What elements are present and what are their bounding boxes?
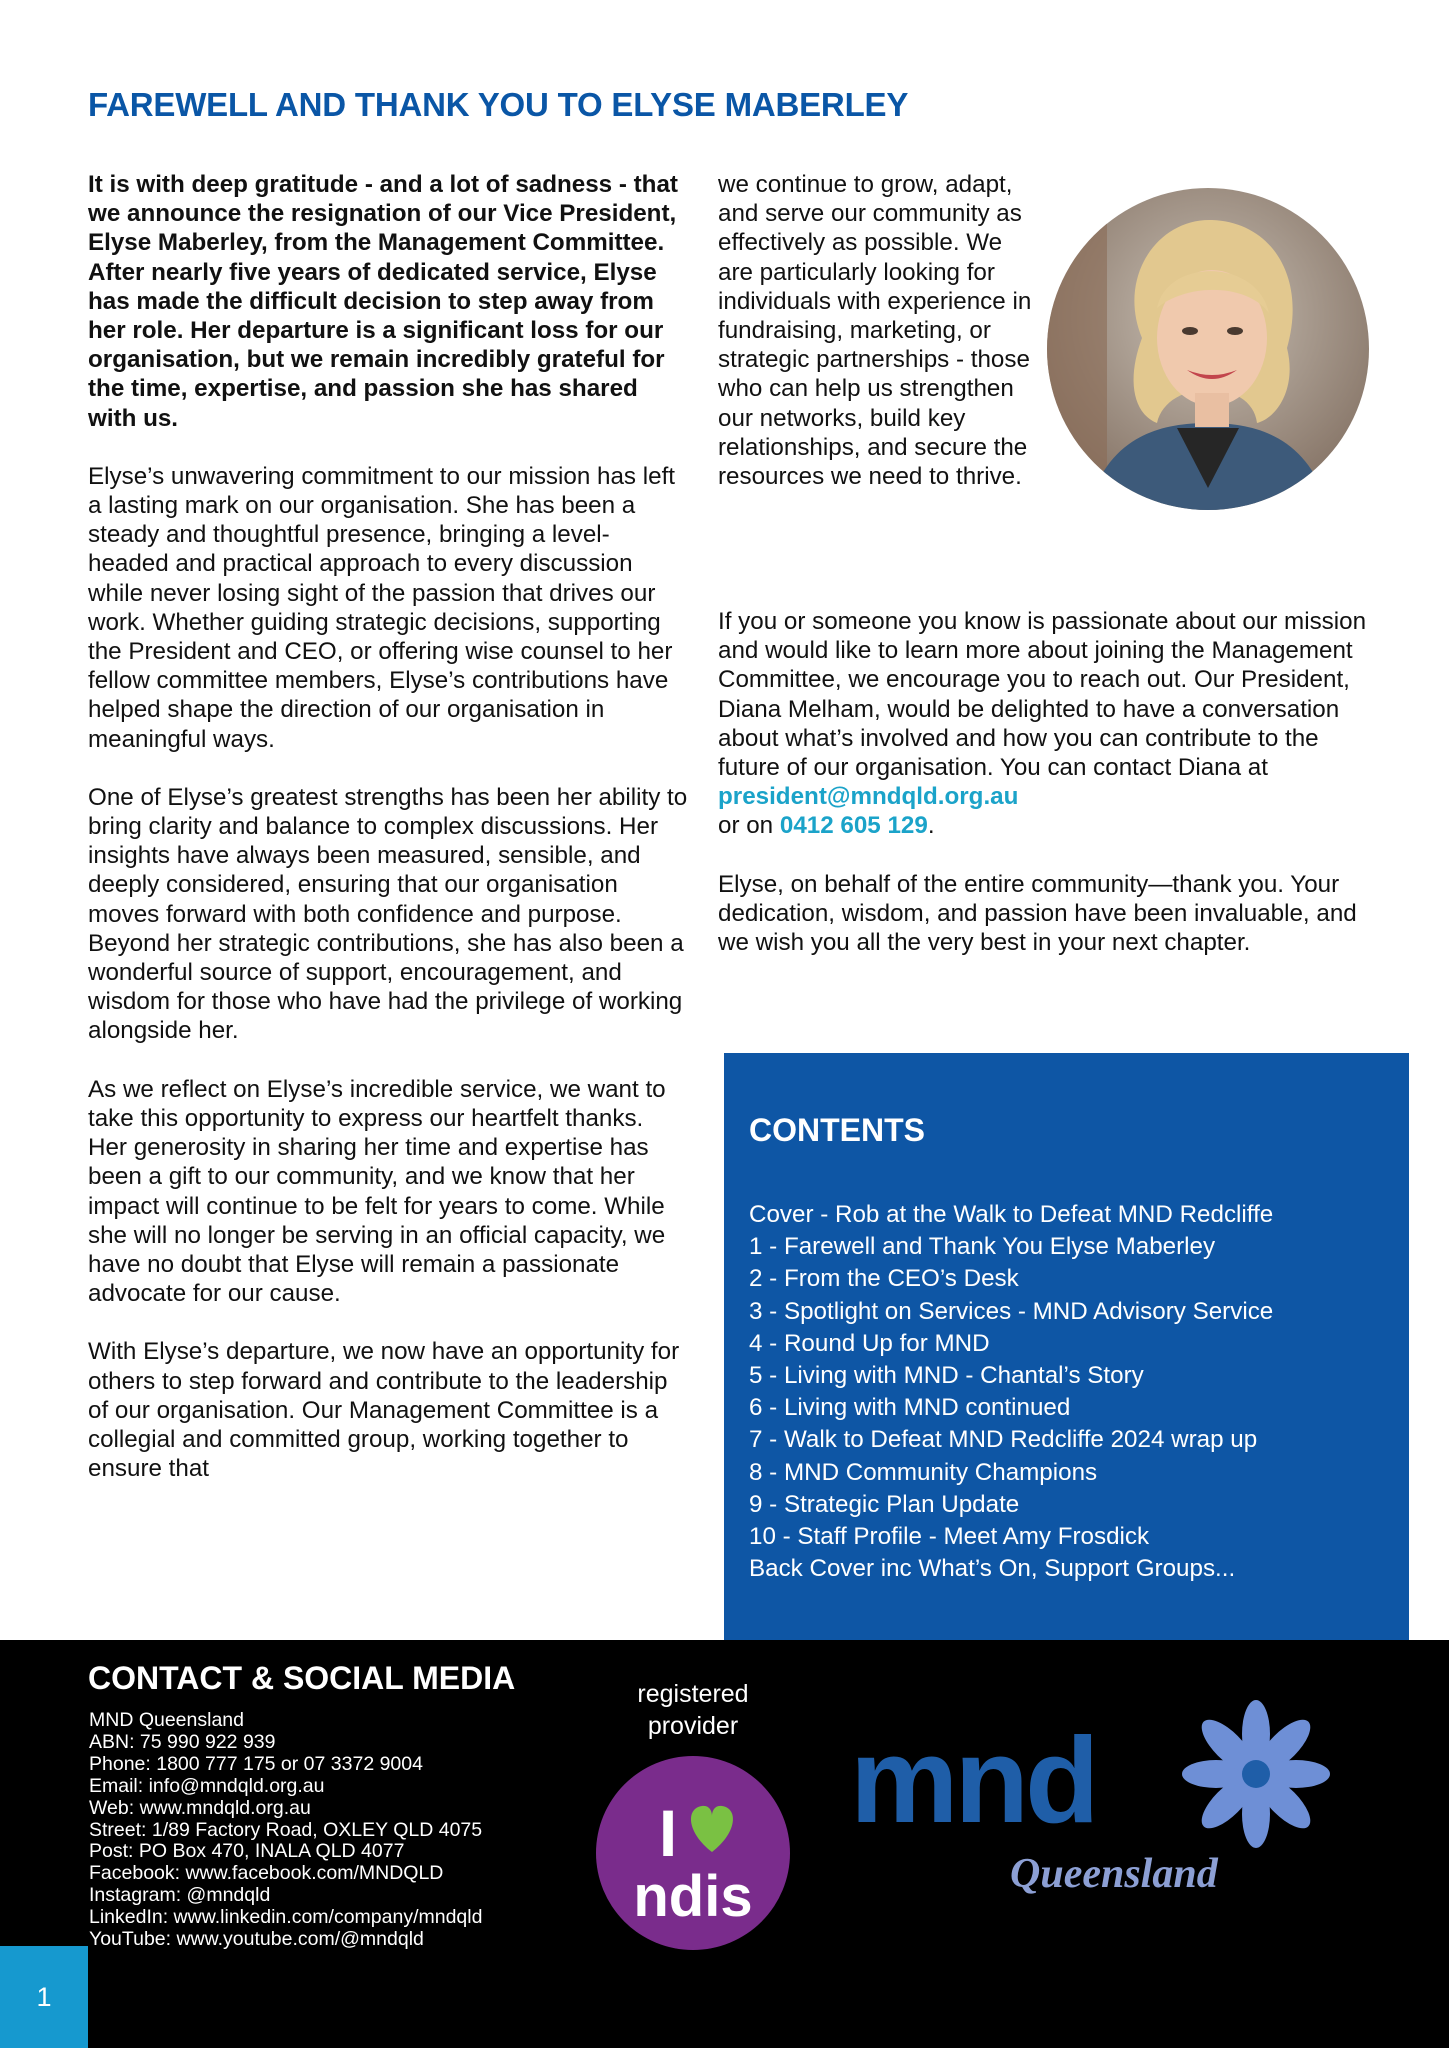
contents-item: 3 - Spotlight on Services - MND Advisory Service — [749, 1297, 1274, 1325]
article-right-column — [718, 607, 1368, 986]
contact-instagram[interactable]: Instagram: @mndqld — [89, 1884, 271, 1907]
contact-facebook[interactable]: Facebook: www.facebook.com/MNDQLD — [89, 1862, 444, 1885]
article-title: FAREWELL AND THANK YOU TO ELYSE MABERLEY — [88, 86, 909, 123]
contact-phone: Phone: 1800 777 175 or 07 3372 9004 — [89, 1752, 423, 1775]
lead-paragraph: It is with deep gratitude - and a lot of sadness - that we announce the resignation of our Vice President, Elyse Maberley, from the Management Committee. After nearly five years of dedicated service, Elyse has made the difficult decision to step away from her role. Her departure is a significant loss for our organisation, but we remain incredibly grateful for the time, expertise, and passion she has shared with us. — [88, 171, 678, 432]
flower-icon — [1182, 1700, 1330, 1848]
contact-org-name: MND Queensland — [89, 1709, 244, 1731]
contents-item: Cover - Rob at the Walk to Defeat MND Redcliffe — [749, 1201, 1274, 1228]
contact-post: Post: PO Box 470, INALA QLD 4077 — [89, 1840, 405, 1863]
contents-item: 2 - From the CEO’s Desk — [749, 1265, 1019, 1293]
contact-linkedin[interactable]: LinkedIn: www.linkedin.com/company/mndqld — [89, 1906, 483, 1929]
contents-list — [749, 1199, 1273, 1585]
registered-provider-label — [586, 1678, 800, 1742]
paragraph-5: we continue to grow, adapt, and serve our community as effectively as possible. We are particularly looking for individuals with experience in fundraising, marketing, or strategic partnerships - those who can help us strengthen our networks, build key relationships, and secure the resources we need to thrive. — [718, 171, 1032, 491]
contents-heading: CONTENTS — [749, 1112, 925, 1148]
or-on-text: or on — [718, 812, 774, 840]
footer — [0, 1640, 1449, 2048]
paragraph-7: Elyse, on behalf of the entire community—thank you. Your dedication, wisdom, and passion have been invaluable, and we wish you all the very best in your next chapter. — [718, 870, 1357, 957]
registered-text: registered — [637, 1680, 749, 1708]
contact-youtube[interactable]: YouTube: www.youtube.com/@mndqld — [89, 1928, 424, 1951]
paragraph-6-text: If you or someone you know is passionate about our mission and would like to learn more about joining the Management Committee, we encourage you to reach out. Our President, Diana Melham, would be delighted to have a conversation about what’s involved and how you can contribute to the future of our organisation. You can contact Diana at — [718, 608, 1367, 782]
contents-box — [724, 1053, 1409, 1641]
contents-item: 5 - Living with MND - Chantal’s Story — [749, 1362, 1144, 1390]
contents-item: 4 - Round Up for MND — [749, 1329, 990, 1357]
contact-web[interactable]: Web: www.mndqld.org.au — [89, 1796, 311, 1819]
paragraph-1: Elyse’s unwavering commitment to our mission has left a lasting mark on our organisation. She has been a steady and thoughtful presence, bringing a level-headed and practical approach to every discussion while never losing sight of the passion that drives our work. Whether guiding strategic decisions, supporting the President and CEO, or offering wise counsel to her fellow committee members, Elyse’s contributions have helped shape the direction of our organisation in meaningful ways. — [88, 462, 676, 753]
paragraph-4: With Elyse’s departure, we now have an opportunity for others to step forward and contribute to the leadership of our organisation. Our Management Committee is a collegial and committed group, working together to ensure that — [88, 1338, 680, 1483]
contents-item: Back Cover inc What’s On, Support Groups... — [749, 1555, 1236, 1583]
article-right-top-column — [718, 170, 1038, 520]
footer-heading: CONTACT & SOCIAL MEDIA — [88, 1660, 516, 1696]
queensland-wordmark: Queensland — [1010, 1851, 1218, 1897]
article-left-column — [88, 170, 688, 1512]
page-number: 1 — [0, 1946, 88, 2048]
contents-item: 1 - Farewell and Thank You Elyse Maberley — [749, 1233, 1216, 1261]
heart-icon — [691, 1806, 733, 1852]
ndis-i-letter: I — [658, 1796, 678, 1870]
contact-street: Street: 1/89 Factory Road, OXLEY QLD 4075 — [89, 1818, 483, 1841]
mnd-queensland-logo — [850, 1690, 1350, 1910]
contact-email[interactable]: Email: info@mndqld.org.au — [89, 1774, 325, 1797]
paragraph-2: One of Elyse’s greatest strengths has been her ability to bring clarity and balance to complex discussions. Her insights have always been measured, sensible, and deeply considered, ensuring that our organisation moves forward with both confidence and purpose. Beyond her strategic contributions, she has also been a wonderful source of support, encouragement, and wisdom for those who have had the privilege of working alongside her. — [88, 783, 688, 1045]
contents-item: 10 - Staff Profile - Meet Amy Frosdick — [749, 1523, 1150, 1551]
ndis-logo-graphic — [596, 1756, 790, 1950]
ndis-wordmark: ndis — [633, 1864, 753, 1929]
contents-item: 7 - Walk to Defeat MND Redcliffe 2024 wrap up — [749, 1426, 1258, 1454]
paragraph-3: As we reflect on Elyse’s incredible service, we want to take this opportunity to express our heartfelt thanks. Her generosity in sharing her time and expertise has been a gift to our community, and we know that her impact will continue to be felt for years to come. While she will no longer be serving in an official capacity, we have no doubt that Elyse will remain a passionate advocate for our cause. — [88, 1075, 666, 1308]
mnd-logo-graphic — [850, 1690, 1350, 1910]
elyse-portrait-photo — [1047, 188, 1369, 510]
ndis-logo — [596, 1756, 790, 1950]
contents-item: 8 - MND Community Champions — [749, 1458, 1098, 1486]
contact-list — [89, 1710, 482, 1951]
contact-abn: ABN: 75 990 922 939 — [89, 1730, 276, 1753]
contents-item: 9 - Strategic Plan Update — [749, 1490, 1020, 1518]
paragraph-6 — [718, 607, 1368, 841]
contents-item: 6 - Living with MND continued — [749, 1394, 1071, 1422]
provider-text: provider — [647, 1712, 739, 1740]
portrait-illustration — [1047, 188, 1369, 510]
mnd-wordmark: mnd — [850, 1712, 1096, 1848]
sentence-period: . — [927, 812, 935, 840]
president-email-link[interactable]: president@mndqld.org.au — [718, 783, 1019, 811]
president-phone-link[interactable]: 0412 605 129 — [779, 812, 928, 840]
